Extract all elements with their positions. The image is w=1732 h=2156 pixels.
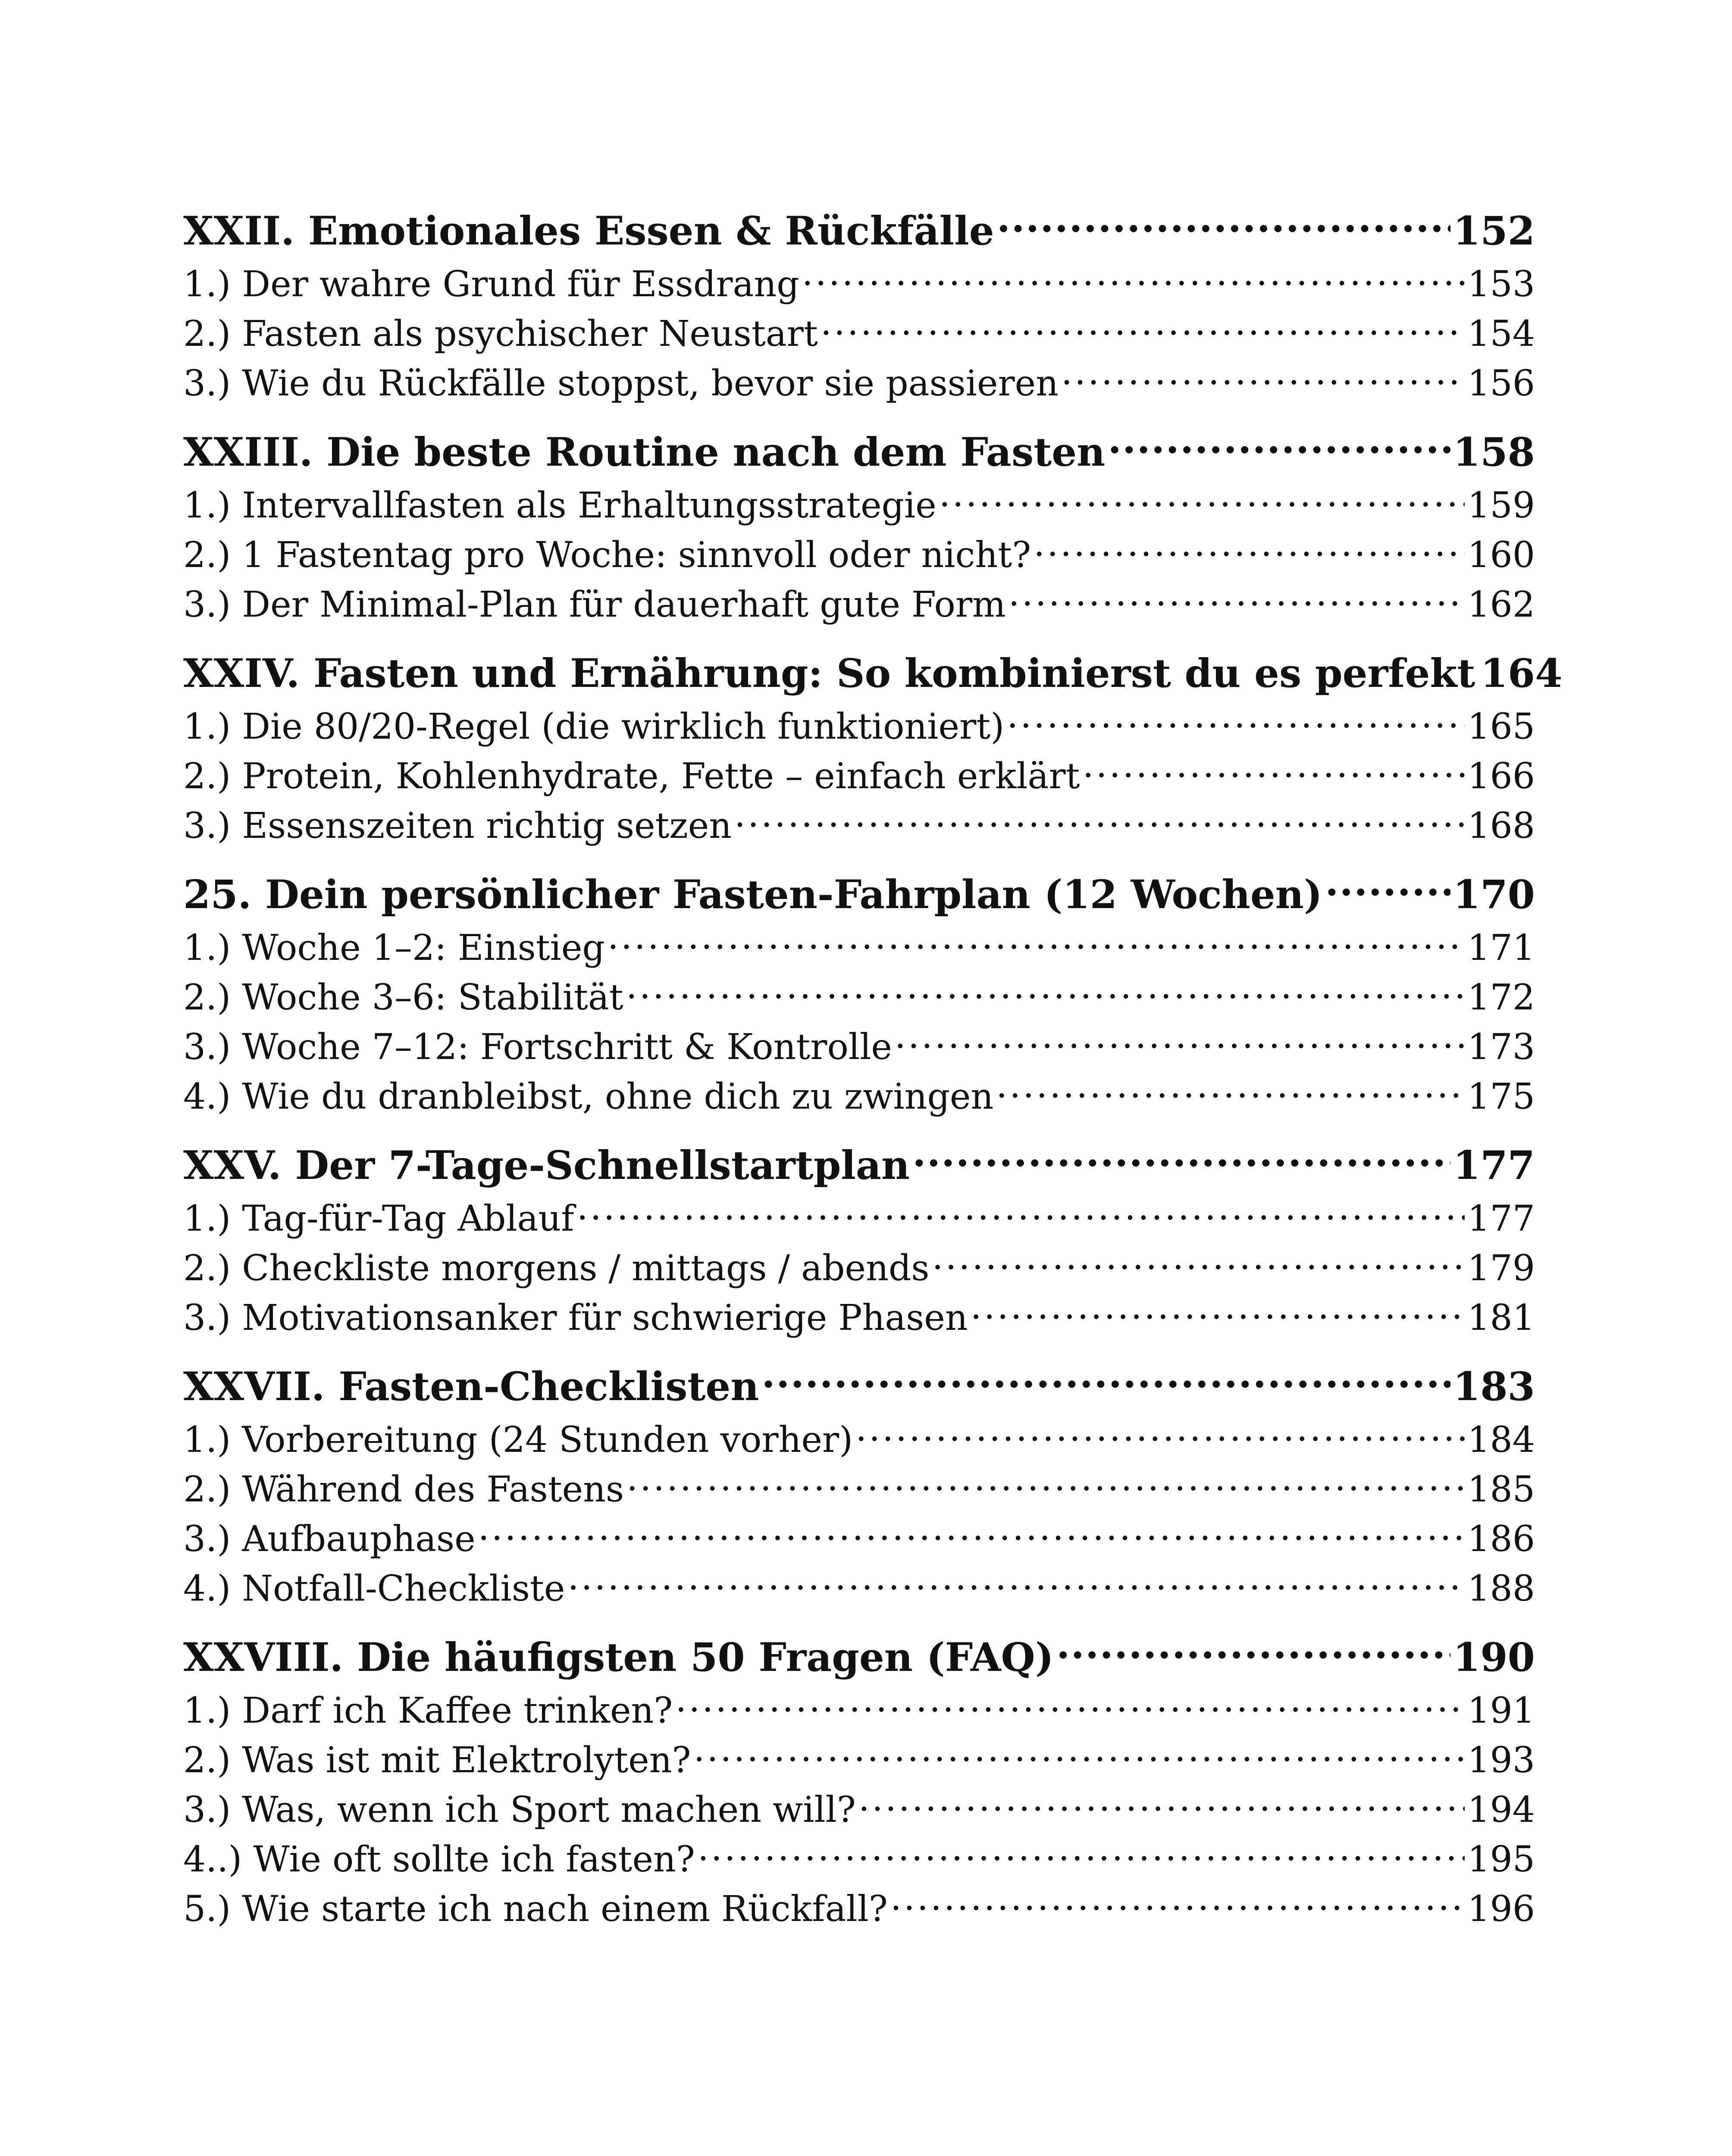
toc-entry-page-number: 172 [1467, 977, 1535, 1018]
dot-leader [1108, 426, 1450, 466]
toc-entry[interactable] [183, 923, 1535, 973]
toc-chapter-heading-title: XXIII. Die beste Routine nach dem Fasten [183, 429, 1106, 475]
toc-entry[interactable] [183, 1564, 1535, 1614]
toc-entry-title: 4..) Wie oft sollte ich fasten? [183, 1839, 695, 1880]
dot-leader [567, 1565, 1465, 1601]
toc-entry[interactable] [183, 1686, 1535, 1736]
toc-chapter-heading[interactable] [183, 866, 1535, 923]
toc-entry[interactable] [183, 1072, 1535, 1122]
dot-leader [997, 205, 1450, 244]
toc-entry-title: 2.) 1 Fastentag pro Woche: sinnvoll oder nicht? [183, 535, 1031, 576]
toc-chapter-heading-title: XXV. Der 7-Tage-Schnellstartplan [183, 1143, 910, 1188]
toc-entry-page-number: 186 [1467, 1519, 1535, 1560]
toc-entry-title: 3.) Wie du Rückfälle stoppst, bevor sie passieren [183, 363, 1059, 404]
dot-leader [1034, 532, 1465, 567]
toc-entry-title: 2.) Woche 3–6: Stabilität [183, 977, 623, 1018]
toc-entry-title: 1.) Tag-für-Tag Ablauf [183, 1198, 574, 1239]
toc-entry[interactable] [183, 1194, 1535, 1244]
toc-entry-page-number: 181 [1467, 1297, 1535, 1338]
toc-entry-page-number: 195 [1467, 1839, 1535, 1880]
toc-chapter-heading-page-number: 177 [1453, 1143, 1535, 1188]
toc-entry-title: 4.) Notfall-Checkliste [183, 1568, 565, 1609]
toc-entry-page-number: 188 [1467, 1568, 1535, 1609]
dot-leader [802, 261, 1465, 296]
toc-chapter-heading[interactable] [183, 203, 1535, 260]
dot-leader [821, 310, 1465, 346]
toc-entry[interactable] [183, 1022, 1535, 1072]
dot-leader [912, 1140, 1450, 1179]
dot-leader [626, 1466, 1465, 1501]
dot-leader [761, 1361, 1450, 1400]
toc-entry[interactable] [183, 1736, 1535, 1785]
dot-leader [478, 1516, 1465, 1551]
dot-leader [858, 1786, 1465, 1822]
toc-entry[interactable] [183, 973, 1535, 1022]
dot-leader [675, 1687, 1465, 1723]
toc-entry[interactable] [183, 1465, 1535, 1514]
toc-entry-title: 3.) Essenszeiten richtig setzen [183, 805, 732, 846]
toc-entry-page-number: 156 [1467, 363, 1535, 404]
toc-entry-title: 4.) Wie du dranbleibst, ohne dich zu zwingen [183, 1076, 994, 1117]
dot-leader [693, 1737, 1465, 1772]
toc-entry-page-number: 171 [1467, 928, 1535, 968]
toc-entry[interactable] [183, 359, 1535, 408]
dot-leader [1007, 703, 1465, 739]
table-of-contents [183, 203, 1563, 1949]
dot-leader [996, 1073, 1465, 1109]
toc-chapter-heading-title: XXII. Emotionales Essen & Rückfälle [183, 208, 994, 254]
toc-entry-page-number: 196 [1467, 1889, 1535, 1930]
toc-entry[interactable] [183, 530, 1535, 580]
toc-entry-title: 2.) Checkliste morgens / mittags / abends [183, 1248, 930, 1289]
toc-entry-title: 3.) Der Minimal-Plan für dauerhaft gute Form [183, 584, 1006, 625]
toc-chapter-heading-page-number: 170 [1453, 872, 1535, 918]
toc-entry-page-number: 154 [1467, 313, 1535, 354]
dot-leader [1083, 753, 1465, 788]
toc-entry-title: 1.) Der wahre Grund für Essdrang [183, 264, 799, 305]
toc-section [183, 866, 1535, 1122]
toc-entry-title: 3.) Was, wenn ich Sport machen will? [183, 1789, 856, 1830]
toc-chapter-heading-title: 25. Dein persönlicher Fasten-Fahrplan (12 Wochen) [183, 872, 1322, 918]
toc-entry[interactable] [183, 1293, 1535, 1343]
toc-entry-page-number: 165 [1467, 706, 1535, 747]
toc-section [183, 645, 1563, 851]
toc-entry-page-number: 153 [1467, 264, 1535, 305]
toc-entry[interactable] [183, 1884, 1535, 1934]
toc-entry[interactable] [183, 1415, 1535, 1465]
toc-chapter-heading-title: XXVII. Fasten-Checklisten [183, 1364, 759, 1410]
toc-section [183, 1629, 1535, 1934]
toc-entry-title: 1.) Die 80/20-Regel (die wirklich funktioniert) [183, 706, 1005, 747]
toc-chapter-heading-page-number: 190 [1453, 1635, 1535, 1680]
toc-section [183, 203, 1535, 408]
toc-entry-page-number: 173 [1467, 1027, 1535, 1068]
toc-entry-page-number: 193 [1467, 1740, 1535, 1781]
dot-leader [734, 802, 1465, 838]
toc-chapter-heading-page-number: 164 [1480, 651, 1563, 696]
toc-entry[interactable] [183, 1785, 1535, 1835]
toc-entry-title: 2.) Protein, Kohlenhydrate, Fette – einfach erklärt [183, 756, 1080, 797]
dot-leader [939, 482, 1465, 517]
toc-entry-title: 1.) Intervallfasten als Erhaltungsstrategie [183, 485, 936, 526]
toc-entry[interactable] [183, 481, 1535, 530]
toc-entry-page-number: 175 [1467, 1076, 1535, 1117]
toc-entry-title: 1.) Vorbereitung (24 Stunden vorher) [183, 1420, 853, 1460]
toc-entry-page-number: 191 [1467, 1690, 1535, 1731]
toc-chapter-heading-title: XXIV. Fasten und Ernährung: So kombinierst du es perfekt [183, 651, 1475, 696]
toc-entry[interactable] [183, 260, 1535, 309]
toc-entry-title: 2.) Fasten als psychischer Neustart [183, 313, 818, 354]
toc-entry-title: 2.) Während des Fastens [183, 1469, 624, 1510]
dot-leader [1061, 360, 1465, 395]
toc-section [183, 424, 1535, 630]
toc-entry-page-number: 166 [1467, 756, 1535, 797]
toc-chapter-heading-title: XXVIII. Die häufigsten 50 Fragen (FAQ) [183, 1635, 1054, 1680]
dot-leader [577, 1195, 1465, 1231]
toc-entry[interactable] [183, 702, 1535, 752]
toc-entry-page-number: 184 [1467, 1420, 1535, 1460]
toc-entry-title: 5.) Wie starte ich nach einem Rückfall? [183, 1889, 888, 1930]
toc-chapter-heading[interactable] [183, 1629, 1535, 1686]
dot-leader [1325, 869, 1450, 908]
toc-entry-page-number: 194 [1467, 1789, 1535, 1830]
dot-leader [890, 1886, 1465, 1921]
toc-entry-title: 3.) Aufbauphase [183, 1519, 476, 1560]
toc-entry[interactable] [183, 580, 1535, 630]
toc-entry-page-number: 168 [1467, 805, 1535, 846]
dot-leader [932, 1245, 1465, 1280]
dot-leader [1056, 1632, 1450, 1671]
toc-entry[interactable] [183, 1244, 1535, 1293]
dot-leader [698, 1836, 1465, 1871]
toc-entry[interactable] [183, 1514, 1535, 1564]
toc-entry[interactable] [183, 801, 1535, 851]
toc-chapter-heading-page-number: 158 [1453, 429, 1535, 475]
toc-chapter-heading[interactable] [183, 645, 1563, 702]
dot-leader [971, 1294, 1465, 1330]
dot-leader [895, 1024, 1465, 1059]
toc-entry-title: 2.) Was ist mit Elektrolyten? [183, 1740, 691, 1781]
toc-section [183, 1358, 1535, 1614]
toc-entry-page-number: 162 [1467, 584, 1535, 625]
toc-entry-page-number: 185 [1467, 1469, 1535, 1510]
toc-chapter-heading[interactable] [183, 1137, 1535, 1194]
dot-leader [626, 974, 1465, 1009]
toc-entry[interactable] [183, 309, 1535, 359]
toc-entry[interactable] [183, 752, 1535, 801]
dot-leader [608, 924, 1465, 960]
toc-entry-page-number: 160 [1467, 535, 1535, 576]
toc-chapter-heading-page-number: 183 [1453, 1364, 1535, 1410]
toc-entry-page-number: 177 [1467, 1198, 1535, 1239]
toc-chapter-heading[interactable] [183, 424, 1535, 481]
toc-entry-page-number: 179 [1467, 1248, 1535, 1289]
toc-section [183, 1137, 1535, 1343]
toc-entry[interactable] [183, 1835, 1535, 1884]
toc-entry-title: 1.) Woche 1–2: Einstieg [183, 928, 605, 968]
toc-entry-page-number: 159 [1467, 485, 1535, 526]
dot-leader [1009, 581, 1465, 617]
toc-entry-title: 3.) Woche 7–12: Fortschritt & Kontrolle [183, 1027, 892, 1068]
toc-entry-title: 3.) Motivationsanker für schwierige Phasen [183, 1297, 968, 1338]
dot-leader [855, 1416, 1465, 1452]
toc-entry-title: 1.) Darf ich Kaffee trinken? [183, 1690, 673, 1731]
toc-chapter-heading-page-number: 152 [1453, 208, 1535, 254]
toc-chapter-heading[interactable] [183, 1358, 1535, 1415]
